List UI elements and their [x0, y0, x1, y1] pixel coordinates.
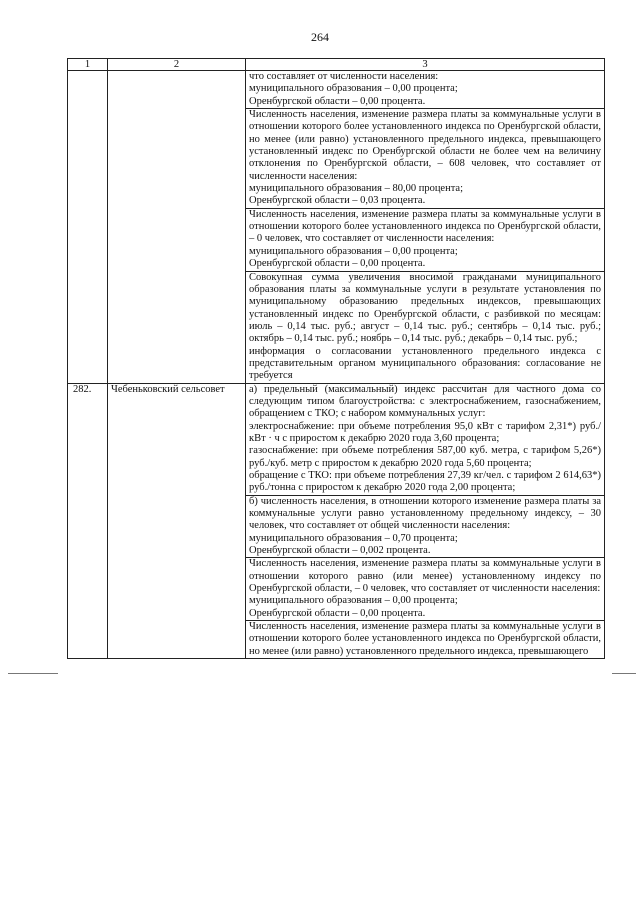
paragraph	[249, 272, 601, 383]
text-line: Численность населения, изменение размера платы за коммунальные услуги в отношении которого равно (или менее) установленному индексу по Оренбургской области, – 0 человек, что составляет от численности населения:	[249, 558, 601, 595]
text-line: обращение с ТКО: при объеме потребления 27,39 кг/чел. с тарифом 2 614,63*) руб./тонна с приростом к декабрю 2020 года 2,00 процента;	[249, 470, 601, 494]
paragraph	[249, 209, 601, 271]
data-table	[67, 58, 605, 659]
scan-artifact-line	[8, 673, 58, 674]
text-line: муниципального образования – 0,00 процента;	[249, 595, 458, 607]
paragraph	[249, 384, 601, 495]
paragraph	[249, 71, 601, 108]
text-line: информация о согласовании установленного предельного индекса с представительным органом муниципального образования: согласование не требуется	[249, 345, 601, 382]
text-line: муниципального образования – 0,70 процента;	[249, 532, 458, 544]
text-line: Численность населения, изменение размера платы за коммунальные услуги в отношении которого более установленного индекса по Оренбургской области, – 0 человек, что составляет от численности населения:	[249, 208, 601, 245]
text-line: Оренбургской области – 0,03 процента.	[249, 195, 426, 207]
text-line: муниципального образования – 0,00 процента;	[249, 83, 458, 95]
text-line: муниципального образования – 80,00 процента;	[249, 183, 464, 195]
column-header: 1	[68, 59, 108, 71]
text-line: Оренбургской области – 0,00 процента.	[249, 95, 426, 107]
paragraph	[249, 621, 601, 658]
column-header: 2	[108, 59, 246, 71]
text-line: Численность населения, изменение размера платы за коммунальные услуги в отношении которого более установленного индекса по Оренбургской области, но менее (или равно) установленного предельного индекса, превышающего	[249, 621, 601, 657]
text-line: б) численность населения, в отношении которого изменение размера платы за коммунальные услуги равно установленному предельному индексу, – 30 человек, что составляет от общей численности населения:	[249, 495, 601, 532]
table-row-282	[68, 383, 605, 659]
text-line: электроснабжение: при объеме потребления 95,0 кВт с тарифом 2,31*) руб./кВт · ч с приростом к декабрю 2020 года 3,60 процента;	[249, 420, 601, 444]
row-description-cell	[246, 383, 605, 659]
text-line: Оренбургской области – 0,002 процента.	[249, 545, 431, 557]
row-description-cell	[246, 71, 605, 384]
table-row-continuation	[68, 71, 605, 384]
page-number: 264	[311, 30, 329, 44]
text-line: а) предельный (максимальный) индекс рассчитан для частного дома со следующим типом благоустройства: с электроснабжением, газоснабжением, обращением с ТКО; с набором коммунальных услуг:	[249, 383, 601, 420]
scan-artifact-line	[612, 673, 636, 674]
column-header: 3	[246, 59, 605, 71]
row-name-cell: Чебеньковский сельсовет	[108, 383, 246, 659]
text-line: Оренбургской области – 0,00 процента.	[249, 607, 426, 619]
text-line: Оренбургской области – 0,00 процента.	[249, 258, 426, 270]
text-line: Численность населения, изменение размера платы за коммунальные услуги в отношении которого более установленного индекса по Оренбургской области, но менее (или равно) установленного предельного индекса, превышающего установленный индекс по Оренбургской области не более чем на величину отклонения по Оренбургской области, – 608 человек, что составляет от численности населения:	[249, 109, 601, 182]
paragraph	[249, 496, 601, 558]
text-line: Совокупная сумма увеличения вносимой гражданами муниципального образования платы за коммунальные услуги в результате установления по муниципальному образованию предельных индексов, превышающих установленный индекс по Оренбургской области, с разбивкой по месяцам: июль – 0,14 тыс. руб.; август – 0,14 тыс. руб.; сентябрь – 0,14 тыс. руб.; октябрь – 0,14 тыс. руб.; ноябрь – 0,14 тыс. руб.; декабрь – 0,14 тыс. руб.;	[249, 271, 601, 345]
row-number-cell	[68, 71, 108, 384]
text-line: газоснабжение: при объеме потребления 587,00 куб. метра, с тарифом 5,26*) руб./куб. метр с приростом к декабрю 2020 года 5,60 процента;	[249, 445, 601, 469]
paragraph	[249, 558, 601, 620]
row-number-cell: 282.	[68, 383, 108, 659]
text-line: что составляет от численности населения:	[249, 71, 439, 82]
row-name-cell	[108, 71, 246, 384]
text-line: муниципального образования – 0,00 процента;	[249, 245, 458, 257]
table-header-row	[68, 59, 605, 71]
paragraph	[249, 109, 601, 208]
